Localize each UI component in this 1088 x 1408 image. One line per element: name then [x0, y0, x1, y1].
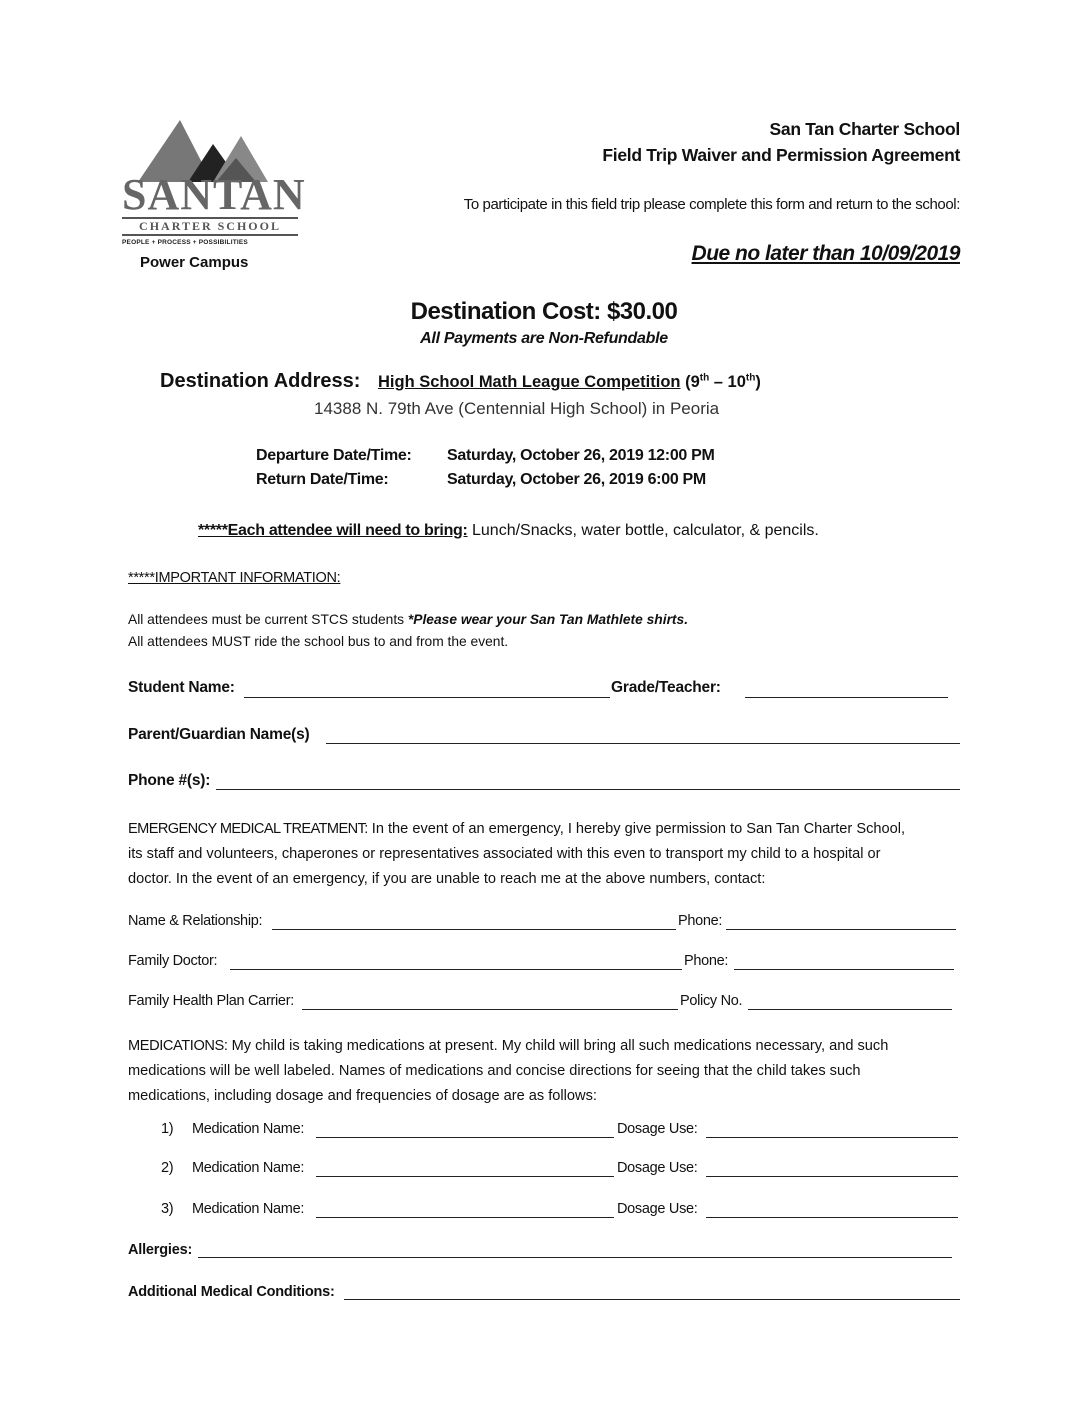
dosage-label: Dosage Use: — [617, 1201, 698, 1217]
dosage-field-1[interactable] — [706, 1137, 958, 1138]
departure-label: Departure Date/Time: — [256, 447, 412, 464]
phone-label: Phone #(s): — [128, 772, 211, 789]
grade-teacher-field[interactable] — [745, 697, 948, 698]
departure-value: Saturday, October 26, 2019 12:00 PM — [447, 447, 715, 464]
emergency-phone-field[interactable] — [726, 929, 956, 930]
medication-name-field-1[interactable] — [316, 1137, 614, 1138]
grade-teacher-label: Grade/Teacher: — [611, 679, 721, 696]
policy-no-label: Policy No. — [680, 993, 743, 1009]
logo-subtitle: CHARTER SCHOOL — [139, 219, 281, 233]
medications-text-3: medications, including dosage and frequencies of dosage are as follows: — [128, 1088, 597, 1104]
medication-name-label: Medication Name: — [192, 1201, 305, 1217]
grade-suffix-1: th — [699, 372, 710, 384]
shirt-note: *Please wear your San Tan Mathlete shirts. — [407, 612, 689, 627]
medication-row-1-number: 1) — [161, 1121, 174, 1137]
dosage-field-3[interactable] — [706, 1217, 958, 1218]
dosage-label: Dosage Use: — [617, 1160, 698, 1176]
additional-conditions-label: Additional Medical Conditions: — [128, 1284, 335, 1300]
destination-label: Destination Address — [160, 370, 354, 392]
additional-conditions-field[interactable] — [344, 1299, 960, 1300]
important-heading: *****IMPORTANT INFORMATION: — [128, 570, 341, 586]
dosage-field-2[interactable] — [706, 1176, 958, 1177]
important-line-2: All attendees MUST ride the school bus to and from the event. — [128, 634, 509, 649]
grades-dash: – 10 — [709, 373, 746, 391]
medications-text-2: medications will be well labeled. Names of medications and concise directions for seeing that the child takes such — [128, 1063, 861, 1079]
phone-field[interactable] — [216, 789, 960, 790]
return-label: Return Date/Time: — [256, 471, 389, 488]
grades-open: (9 — [680, 373, 700, 391]
destination-line — [160, 370, 761, 393]
medication-name-label: Medication Name: — [192, 1121, 305, 1137]
return-value: Saturday, October 26, 2019 6:00 PM — [447, 471, 706, 488]
name-relationship-field[interactable] — [272, 929, 676, 930]
health-plan-label: Family Health Plan Carrier: — [128, 993, 294, 1009]
student-name-label: Student Name: — [128, 679, 235, 696]
bring-items: Lunch/Snacks, water bottle, calculator, & pencils. — [467, 522, 819, 539]
emergency-text-2: its staff and volunteers, chaperones or representatives associated with this even to transport my child to a hospital or — [128, 846, 881, 862]
health-plan-field[interactable] — [302, 1009, 678, 1010]
doctor-phone-field[interactable] — [734, 969, 954, 970]
emergency-text-3: doctor. In the event of an emergency, if you are unable to reach me at the above numbers, contact: — [128, 871, 766, 887]
name-relationship-label: Name & Relationship: — [128, 913, 263, 929]
campus-name: Power Campus — [140, 254, 249, 271]
emergency-phone-label: Phone: — [678, 913, 723, 929]
event-name: High School Math League Competition — [377, 373, 681, 391]
school-name: San Tan Charter School — [769, 119, 960, 139]
form-title: Field Trip Waiver and Permission Agreement — [602, 145, 960, 165]
medication-name-field-3[interactable] — [316, 1217, 614, 1218]
destination-colon: : — [353, 370, 361, 392]
dosage-label: Dosage Use: — [617, 1121, 698, 1137]
family-doctor-label: Family Doctor: — [128, 953, 218, 969]
bring-line — [198, 522, 819, 540]
grade-suffix-2: th — [745, 372, 756, 384]
logo-wordmark: SANTAN — [122, 170, 306, 219]
policy-no-field[interactable] — [748, 1009, 952, 1010]
destination-cost: Destination Cost: $30.00 — [410, 298, 678, 325]
emergency-text-1: In the event of an emergency, I hereby give permission to San Tan Charter School, — [367, 821, 906, 837]
important-text: All attendees must be current STCS students — [128, 612, 408, 627]
allergies-label: Allergies: — [128, 1242, 193, 1258]
non-refundable-note: All Payments are Non-Refundable — [420, 330, 668, 347]
bring-label: *****Each attendee will need to bring: — [198, 522, 468, 539]
destination-address: 14388 N. 79th Ave (Centennial High School) in Peoria — [314, 399, 720, 418]
allergies-field[interactable] — [198, 1257, 952, 1258]
emergency-paragraph — [128, 817, 968, 892]
student-name-field[interactable] — [244, 697, 610, 698]
emergency-heading: EMERGENCY MEDICAL TREATMENT: — [128, 821, 368, 837]
grades-close: ) — [755, 373, 761, 391]
parent-name-label: Parent/Guardian Name(s) — [128, 726, 310, 743]
family-doctor-field[interactable] — [230, 969, 682, 970]
medications-paragraph — [128, 1034, 968, 1109]
medications-text-1: My child is taking medications at present. My child will bring all such medications necessary, and such — [227, 1038, 889, 1054]
doctor-phone-label: Phone: — [684, 953, 729, 969]
logo-tagline: PEOPLE + PROCESS + POSSIBILITIES — [122, 239, 248, 246]
medication-name-field-2[interactable] — [316, 1176, 614, 1177]
due-date: Due no later than 10/09/2019 — [691, 242, 960, 265]
important-line-1 — [128, 612, 688, 627]
medication-row-3-number: 3) — [161, 1201, 174, 1217]
medication-name-label: Medication Name: — [192, 1160, 305, 1176]
medication-row-2-number: 2) — [161, 1160, 174, 1176]
instructions-text: To participate in this field trip please complete this form and return to the school: — [463, 196, 960, 213]
medications-heading: MEDICATIONS: — [128, 1038, 228, 1054]
parent-name-field[interactable] — [326, 743, 960, 744]
